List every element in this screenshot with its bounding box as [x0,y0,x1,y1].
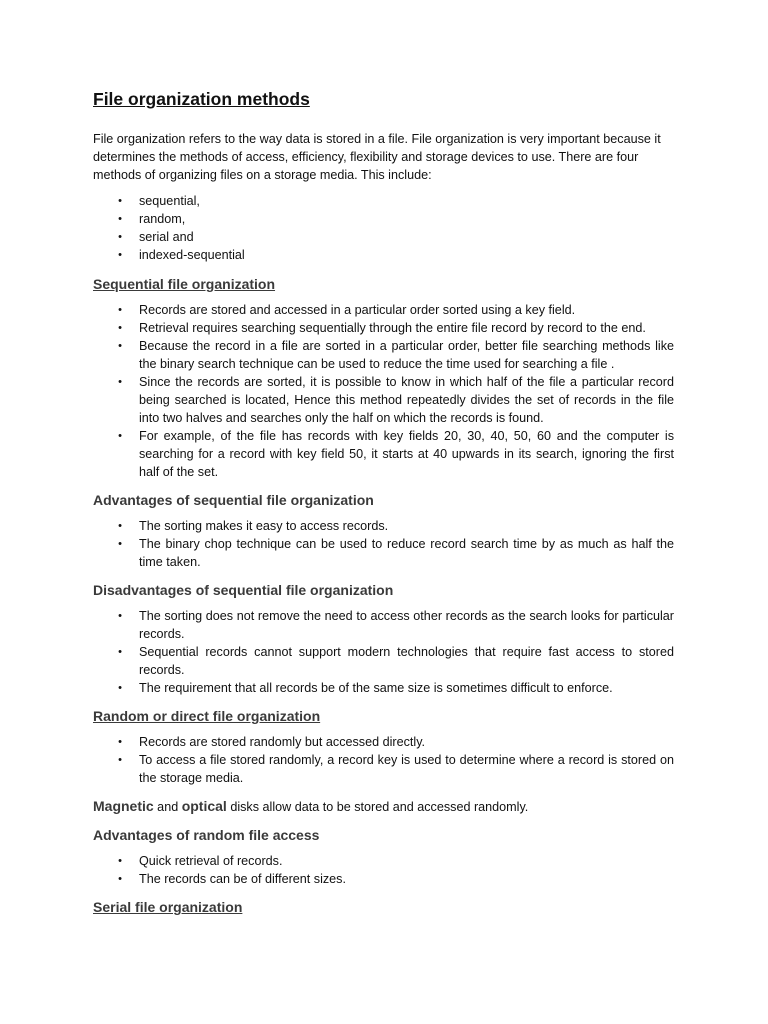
bullet-icon: • [118,322,122,334]
document-body [93,88,674,924]
seq-advantages-list [93,517,674,571]
bullet-icon: • [118,340,122,352]
seq-disadvantages-heading: Disadvantages of sequential file organization [93,582,394,598]
random-advantages-list [93,852,674,888]
bullet-icon: • [118,430,122,442]
bullet-icon: • [118,610,122,622]
bullet-icon: • [118,855,122,867]
bullet-icon: • [118,682,122,694]
magnetic-word: Magnetic [93,798,154,814]
random-advantages-heading: Advantages of random file access [93,827,320,843]
bullet-icon: • [118,736,122,748]
random-heading: Random or direct file organization [93,708,321,724]
list-item: • Since the records are sorted, it is possible to know in which half of the file a particular record being searched is located, Hence this method repeatedly divides the set of records in the file into two halves and searches only the half on which the records is found. [93,373,674,427]
magnetic-optical-paragraph: Magnetic and optical disks allow data to be stored and accessed randomly. [93,798,529,814]
bullet-icon: • [118,249,122,261]
bullet-icon: • [118,376,122,388]
serial-heading: Serial file organization [93,899,243,915]
seq-disadvantages-list [93,607,674,697]
random-list [93,733,674,787]
bullet-icon: • [118,304,122,316]
list-item: • The sorting does not remove the need to access other records as the search looks for particular records. [93,607,674,643]
methods-list [93,192,674,264]
list-item: • random, [93,210,674,228]
intro-paragraph: File organization refers to the way data is stored in a file. File organization is very important because it determines the methods of access, efficiency, flexibility and storage devices to use. There are four methods of organizing files on a storage media. This include: [93,132,661,182]
bullet-icon: • [118,873,122,885]
list-item: • The binary chop technique can be used to reduce record search time by as much as half the time taken. [93,535,674,571]
bullet-icon: • [118,231,122,243]
list-item: • The records can be of different sizes. [93,870,674,888]
list-item: • Because the record in a file are sorted in a particular order, better file searching methods like the binary search technique can be used to reduce the time used for searching a file . [93,337,674,373]
list-item: • The sorting makes it easy to access records. [93,517,674,535]
list-item: • Sequential records cannot support modern technologies that require fast access to stored records. [93,643,674,679]
sequential-heading: Sequential file organization [93,276,276,292]
bullet-icon: • [118,213,122,225]
list-item: • To access a file stored randomly, a record key is used to determine where a record is stored on the storage media. [93,751,674,787]
sequential-list [93,301,674,481]
list-item: • For example, of the file has records with key fields 20, 30, 40, 50, 60 and the computer is searching for a record with key field 50, it starts at 40 upwards in its search, ignoring the first half of the set. [93,427,674,481]
list-item: • Quick retrieval of records. [93,852,674,870]
bullet-icon: • [118,195,122,207]
bullet-icon: • [118,538,122,550]
bullet-icon: • [118,754,122,766]
list-item: • Records are stored randomly but accessed directly. [93,733,674,751]
bullet-icon: • [118,646,122,658]
list-item: • Retrieval requires searching sequentially through the entire file record by record to the end. [93,319,674,337]
bullet-icon: • [118,520,122,532]
list-item: • sequential, [93,192,674,210]
list-item: • serial and [93,228,674,246]
optical-word: optical [181,798,227,814]
seq-advantages-heading: Advantages of sequential file organization [93,492,374,508]
list-item: • The requirement that all records be of the same size is sometimes difficult to enforce. [93,679,674,697]
page-title: File organization methods [93,89,310,109]
list-item: • indexed-sequential [93,246,674,264]
list-item: • Records are stored and accessed in a particular order sorted using a key field. [93,301,674,319]
